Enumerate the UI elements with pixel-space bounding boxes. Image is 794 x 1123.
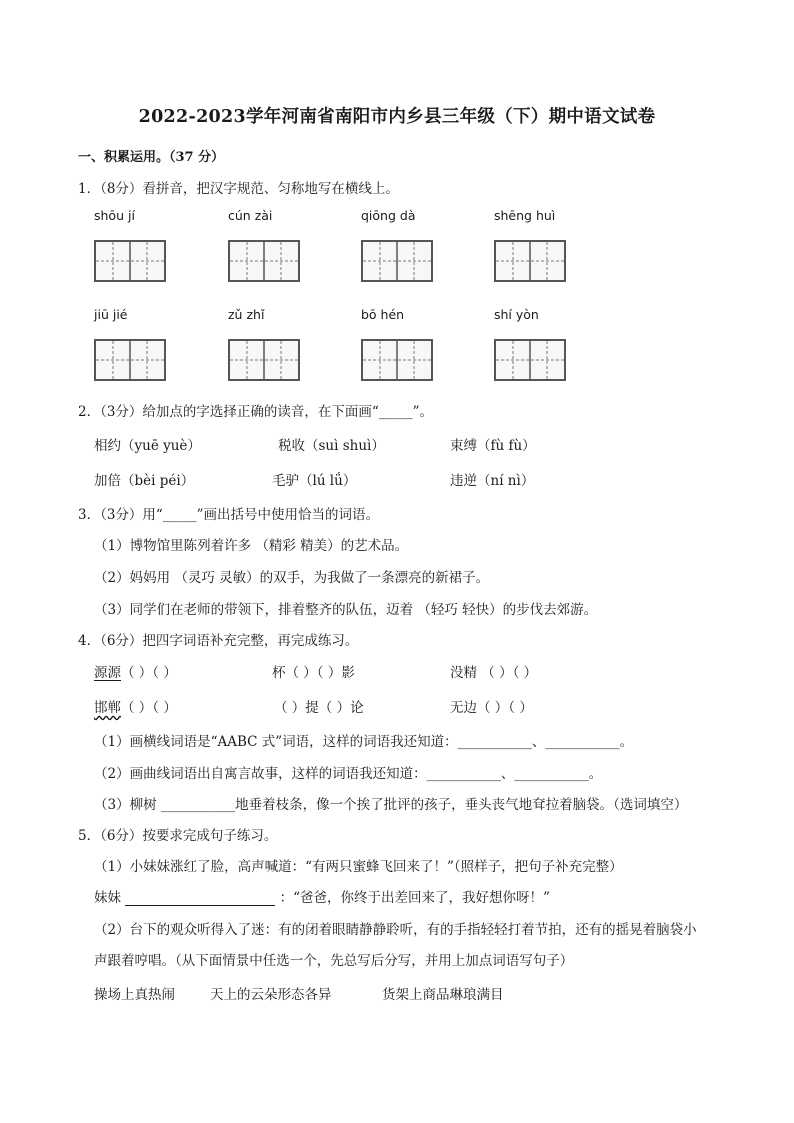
question-4-stem: 4．（6分）把四字词语补充完整，再完成练习。 <box>78 633 359 649</box>
pinyin-label: jiū jié <box>94 307 128 322</box>
reading-choice[interactable]: 税收（suì shuì） <box>278 438 385 454</box>
pinyin-label: cún zài <box>228 208 273 223</box>
reading-choice[interactable]: 束缚（fù fù） <box>450 438 536 454</box>
idiom-blank[interactable] <box>94 696 177 716</box>
reading-choice[interactable]: 加倍（bèi péi） <box>94 473 195 489</box>
idiom-blank[interactable] <box>94 661 177 681</box>
scenario-option[interactable]: 货架上商品琳琅满目 <box>382 987 504 1003</box>
pinyin-label: shōu jí <box>94 208 135 223</box>
pinyin-label: bō hén <box>361 307 405 322</box>
tianzige-box[interactable] <box>228 339 300 381</box>
reading-choice[interactable]: 违逆（ní nì） <box>450 473 535 489</box>
answer-prefix: 妹妹 <box>94 890 121 906</box>
answer-suffix: ：“爸爸，你终于出差回来了，我好想你呀！” <box>279 890 550 906</box>
pinyin-label: zǔ zhǐ <box>228 307 265 322</box>
underlined-word: 源源 <box>94 665 121 681</box>
tianzige-box[interactable] <box>94 240 166 282</box>
idiom-blank[interactable]: 杯（ ）（ ）影 <box>272 665 355 681</box>
question-4-subtask[interactable]: （1）画横线词语是“AABC 式”词语，这样的词语我还知道：___________、___________。 <box>94 734 634 750</box>
question-3-stem: 3．（3分）用“_____”画出括号中使用恰当的词语。 <box>78 507 379 523</box>
wavy-underlined-word: 邯郸 <box>94 700 121 716</box>
tianzige-box[interactable] <box>361 240 433 282</box>
blank-parens: （ ）（ ） <box>121 665 177 681</box>
question-5-subtask-cont: 声跟着哼唱。（从下面情景中任选一个，先总写后分写，并用上加点词语写句子） <box>94 953 574 969</box>
question-3-sentence[interactable]: （3）同学们在老师的带领下，排着整齐的队伍，迈着 （轻巧 轻快）的步伐去郊游。 <box>94 602 598 618</box>
scenario-option[interactable]: 天上的云朵形态各异 <box>210 987 332 1003</box>
scenario-option[interactable]: 操场上真热闹 <box>94 987 175 1003</box>
section-heading: 一、积累运用。（37 分） <box>78 150 225 165</box>
question-1-stem: 1．（8分）看拼音，把汉字规范、匀称地写在横线上。 <box>78 181 399 197</box>
question-4-subtask[interactable]: （2）画曲线词语出自寓言故事，这样的词语我还知道：___________、___________。 <box>94 766 603 782</box>
reading-choice[interactable]: 相约（yuē yuè） <box>94 438 201 454</box>
pinyin-label: qiōng dà <box>361 208 416 223</box>
idiom-blank[interactable]: 没精 （ ）（ ） <box>450 665 538 681</box>
question-3-sentence[interactable]: （2）妈妈用 （灵巧 灵敏）的双手，为我做了一条漂亮的新裙子。 <box>94 570 490 586</box>
pinyin-label: shēng huì <box>494 208 556 223</box>
question-5-answer-line[interactable] <box>94 886 550 906</box>
answer-blank[interactable] <box>125 891 275 906</box>
question-2-stem: 2．（3分）给加点的字选择正确的读音，在下面画“_____”。 <box>78 404 433 420</box>
tianzige-box[interactable] <box>94 339 166 381</box>
question-3-sentence[interactable]: （1）博物馆里陈列着许多 （精彩 精美）的艺术品。 <box>94 538 409 554</box>
idiom-blank[interactable]: （ ）提（ ）论 <box>274 700 364 716</box>
question-4-subtask[interactable]: （3）柳树 ___________地垂着枝条，像一个挨了批评的孩子，垂头丧气地耷拉着脑袋。（选词填空） <box>94 797 688 813</box>
pinyin-label: shí yòn <box>494 307 539 322</box>
tianzige-box[interactable] <box>494 339 566 381</box>
question-5-stem: 5．（6分）按要求完成句子练习。 <box>78 828 278 844</box>
reading-choice[interactable]: 毛驴（lú lǘ） <box>272 473 357 489</box>
idiom-blank[interactable]: 无边（ ）（ ） <box>450 700 533 716</box>
question-5-subtask: （2）台下的观众听得入了迷：有的闭着眼睛静静聆听，有的手指轻轻打着节拍，还有的摇晃着脑袋小 <box>94 922 697 938</box>
tianzige-box[interactable] <box>494 240 566 282</box>
question-5-subtask: （1）小妹妹涨红了脸，高声喊道：“有两只蜜蜂飞回来了！”（照样子，把句子补充完整） <box>94 859 623 875</box>
page-title: 2022-2023学年河南省南阳市内乡县三年级（下）期中语文试卷 <box>138 107 656 127</box>
tianzige-box[interactable] <box>361 339 433 381</box>
blank-parens: （ ）（ ） <box>121 700 177 716</box>
tianzige-box[interactable] <box>228 240 300 282</box>
